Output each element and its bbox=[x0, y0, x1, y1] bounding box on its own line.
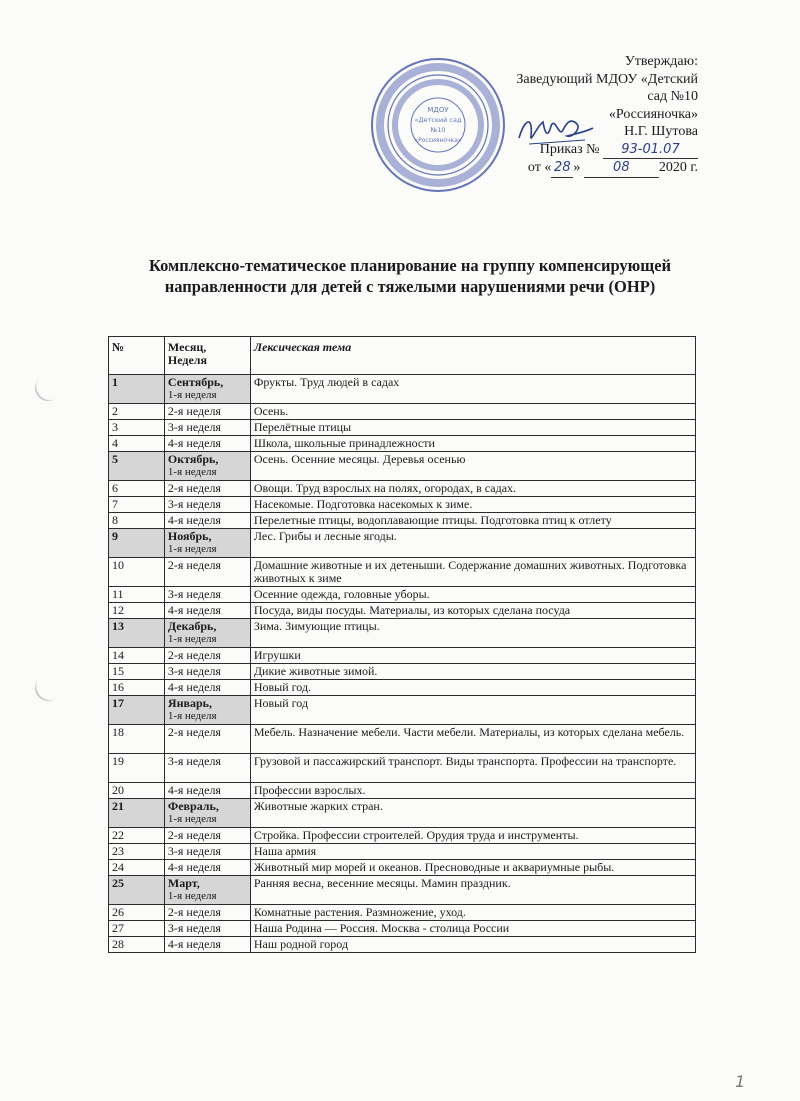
lexical-topic: Домашние животные и их детеныши. Содержание домашних животных. Подготовка животных к зиме bbox=[250, 558, 695, 587]
week-label: 4-я неделя bbox=[164, 436, 250, 452]
row-number: 2 bbox=[109, 404, 165, 420]
week-label: 4-я неделя bbox=[164, 603, 250, 619]
month-name: Октябрь, bbox=[167, 452, 219, 466]
planning-table bbox=[108, 336, 696, 953]
table-row bbox=[109, 696, 696, 725]
lexical-topic: Комнатные растения. Размножение, уход. bbox=[250, 905, 695, 921]
lexical-topic: Посуда, виды посуды. Материалы, из которых сделана посуда bbox=[250, 603, 695, 619]
lexical-topic: Осень. Осенние месяцы. Деревья осенью bbox=[250, 452, 695, 481]
row-number: 7 bbox=[109, 497, 165, 513]
page-pencil-mark: 1 bbox=[735, 1072, 746, 1091]
table-row bbox=[109, 828, 696, 844]
table-row bbox=[109, 619, 696, 648]
official-stamp bbox=[368, 55, 508, 195]
row-number: 9 bbox=[109, 529, 165, 558]
week-label: 1-я неделя bbox=[167, 633, 217, 645]
table-row bbox=[109, 648, 696, 664]
order-number: 93-01.07 bbox=[603, 141, 698, 160]
week-label: 4-я неделя bbox=[164, 937, 250, 953]
stamp-center-line: «Детский сад bbox=[414, 116, 462, 124]
header-week-line: Неделя bbox=[167, 353, 208, 367]
approval-line: Утверждаю: bbox=[624, 54, 698, 69]
row-number: 1 bbox=[109, 375, 165, 404]
lexical-topic: Мебель. Назначение мебели. Части мебели. Материалы, из которых сделана мебель. bbox=[250, 725, 695, 754]
row-number: 24 bbox=[109, 860, 165, 876]
month-week-cell bbox=[164, 452, 250, 481]
table-row bbox=[109, 860, 696, 876]
order-line bbox=[495, 141, 698, 160]
month-week-cell bbox=[164, 876, 250, 905]
table-row bbox=[109, 436, 696, 452]
row-number: 16 bbox=[109, 680, 165, 696]
row-number: 12 bbox=[109, 603, 165, 619]
table-row bbox=[109, 680, 696, 696]
lexical-topic: Наша армия bbox=[250, 844, 695, 860]
approval-line: «Россияночка» bbox=[608, 106, 698, 122]
week-label: 2-я неделя bbox=[164, 725, 250, 754]
lexical-topic: Осень. bbox=[250, 404, 695, 420]
table-row bbox=[109, 937, 696, 953]
week-label: 3-я неделя bbox=[164, 754, 250, 783]
row-number: 4 bbox=[109, 436, 165, 452]
header-month bbox=[164, 337, 250, 375]
row-number: 17 bbox=[109, 696, 165, 725]
table-row bbox=[109, 587, 696, 603]
row-number: 23 bbox=[109, 844, 165, 860]
week-label: 3-я неделя bbox=[164, 420, 250, 436]
row-number: 27 bbox=[109, 921, 165, 937]
week-label: 3-я неделя bbox=[164, 587, 250, 603]
week-label: 1-я неделя bbox=[167, 543, 217, 555]
week-label: 4-я неделя bbox=[164, 513, 250, 529]
lexical-topic: Профессии взрослых. bbox=[250, 783, 695, 799]
row-number: 15 bbox=[109, 664, 165, 680]
lexical-topic: Новый год. bbox=[250, 680, 695, 696]
approval-block bbox=[495, 53, 698, 178]
table-row bbox=[109, 420, 696, 436]
row-number: 19 bbox=[109, 754, 165, 783]
punch-hole-mark bbox=[30, 370, 67, 407]
month-week-cell bbox=[164, 375, 250, 404]
row-number: 20 bbox=[109, 783, 165, 799]
lexical-topic: Лес. Грибы и лесные ягоды. bbox=[250, 529, 695, 558]
week-label: 3-я неделя bbox=[164, 921, 250, 937]
table-row bbox=[109, 513, 696, 529]
week-label: 1-я неделя bbox=[167, 813, 217, 825]
week-label: 2-я неделя bbox=[164, 404, 250, 420]
table-row bbox=[109, 664, 696, 680]
table-row bbox=[109, 921, 696, 937]
row-number: 18 bbox=[109, 725, 165, 754]
lexical-topic: Школа, школьные принадлежности bbox=[250, 436, 695, 452]
lexical-topic: Осенние одежда, головные уборы. bbox=[250, 587, 695, 603]
lexical-topic: Перелётные птицы bbox=[250, 420, 695, 436]
week-label: 3-я неделя bbox=[164, 664, 250, 680]
week-label: 3-я неделя bbox=[164, 844, 250, 860]
month-week-cell bbox=[164, 696, 250, 725]
order-date-line bbox=[495, 159, 698, 178]
month-name: Декабрь, bbox=[167, 619, 217, 633]
month-name: Февраль, bbox=[167, 799, 219, 813]
week-label: 1-я неделя bbox=[167, 389, 217, 401]
lexical-topic: Ранняя весна, весенние месяцы. Мамин праздник. bbox=[250, 876, 695, 905]
table-row bbox=[109, 497, 696, 513]
date-mid: » bbox=[573, 160, 581, 175]
header-topic: Лексическая тема bbox=[250, 337, 695, 375]
week-label: 2-я неделя bbox=[164, 648, 250, 664]
stamp-center-line: «Россияночка» bbox=[414, 137, 462, 144]
lexical-topic: Животный мир морей и океанов. Пресноводные и аквариумные рыбы. bbox=[250, 860, 695, 876]
row-number: 28 bbox=[109, 937, 165, 953]
stamp-center-line: МДОУ bbox=[427, 106, 449, 114]
row-number: 5 bbox=[109, 452, 165, 481]
row-number: 22 bbox=[109, 828, 165, 844]
row-number: 13 bbox=[109, 619, 165, 648]
document-title bbox=[90, 255, 730, 297]
row-number: 25 bbox=[109, 876, 165, 905]
punch-hole-mark bbox=[30, 670, 67, 707]
table-body bbox=[109, 375, 696, 953]
date-month: 08 bbox=[584, 159, 659, 178]
row-number: 8 bbox=[109, 513, 165, 529]
table-header-row bbox=[109, 337, 696, 375]
week-label: 4-я неделя bbox=[164, 860, 250, 876]
week-label: 1-я неделя bbox=[167, 710, 217, 722]
lexical-topic: Фрукты. Труд людей в садах bbox=[250, 375, 695, 404]
title-line: направленности для детей с тяжелыми нарушениями речи (ОНР) bbox=[164, 277, 656, 296]
header-number: № bbox=[109, 337, 165, 375]
row-number: 14 bbox=[109, 648, 165, 664]
table-row bbox=[109, 876, 696, 905]
order-prefix: Приказ № bbox=[539, 141, 600, 157]
table-row bbox=[109, 725, 696, 754]
month-week-cell bbox=[164, 529, 250, 558]
table-row bbox=[109, 783, 696, 799]
lexical-topic: Грузовой и пассажирский транспорт. Виды транспорта. Профессии на транспорте. bbox=[250, 754, 695, 783]
date-day: 28 bbox=[551, 159, 573, 178]
lexical-topic: Наш родной город bbox=[250, 937, 695, 953]
lexical-topic: Дикие животные зимой. bbox=[250, 664, 695, 680]
title-line: Комплексно-тематическое планирование на группу компенсирующей bbox=[148, 256, 672, 275]
row-number: 21 bbox=[109, 799, 165, 828]
month-name: Январь, bbox=[167, 696, 212, 710]
header-month-line: Месяц, bbox=[167, 340, 207, 354]
table-row bbox=[109, 558, 696, 587]
table-row bbox=[109, 404, 696, 420]
table-row bbox=[109, 754, 696, 783]
stamp-center-line: №10 bbox=[430, 126, 446, 134]
table-row bbox=[109, 529, 696, 558]
table-row bbox=[109, 844, 696, 860]
week-label: 4-я неделя bbox=[164, 783, 250, 799]
lexical-topic: Животные жарких стран. bbox=[250, 799, 695, 828]
table-row bbox=[109, 452, 696, 481]
lexical-topic: Зима. Зимующие птицы. bbox=[250, 619, 695, 648]
week-label: 2-я неделя bbox=[164, 558, 250, 587]
month-week-cell bbox=[164, 799, 250, 828]
week-label: 2-я неделя bbox=[164, 481, 250, 497]
week-label: 3-я неделя bbox=[164, 497, 250, 513]
approval-line: Заведующий МДОУ «Детский bbox=[516, 71, 698, 87]
row-number: 10 bbox=[109, 558, 165, 587]
row-number: 26 bbox=[109, 905, 165, 921]
week-label: 1-я неделя bbox=[167, 890, 217, 902]
row-number: 3 bbox=[109, 420, 165, 436]
month-week-cell bbox=[164, 619, 250, 648]
approval-head-name: Н.Г. Шутова bbox=[624, 124, 698, 139]
table-row bbox=[109, 799, 696, 828]
month-name: Март, bbox=[167, 876, 200, 890]
week-label: 2-я неделя bbox=[164, 828, 250, 844]
lexical-topic: Новый год bbox=[250, 696, 695, 725]
table-row bbox=[109, 603, 696, 619]
month-name: Ноябрь, bbox=[167, 529, 212, 543]
lexical-topic: Перелетные птицы, водоплавающие птицы. Подготовка птиц к отлету bbox=[250, 513, 695, 529]
lexical-topic: Стройка. Профессии строителей. Орудия труда и инструменты. bbox=[250, 828, 695, 844]
week-label: 2-я неделя bbox=[164, 905, 250, 921]
date-year: 2020 г. bbox=[658, 160, 698, 175]
table-row bbox=[109, 481, 696, 497]
table-row bbox=[109, 375, 696, 404]
date-prefix: от « bbox=[527, 160, 552, 175]
lexical-topic: Игрушки bbox=[250, 648, 695, 664]
week-label: 4-я неделя bbox=[164, 680, 250, 696]
week-label: 1-я неделя bbox=[167, 466, 217, 478]
row-number: 11 bbox=[109, 587, 165, 603]
table-row bbox=[109, 905, 696, 921]
month-name: Сентябрь, bbox=[167, 375, 224, 389]
row-number: 6 bbox=[109, 481, 165, 497]
lexical-topic: Овощи. Труд взрослых на полях, огородах, в садах. bbox=[250, 481, 695, 497]
lexical-topic: Наша Родина — Россия. Москва - столица России bbox=[250, 921, 695, 937]
lexical-topic: Насекомые. Подготовка насекомых к зиме. bbox=[250, 497, 695, 513]
approval-line: сад №10 bbox=[647, 89, 698, 104]
